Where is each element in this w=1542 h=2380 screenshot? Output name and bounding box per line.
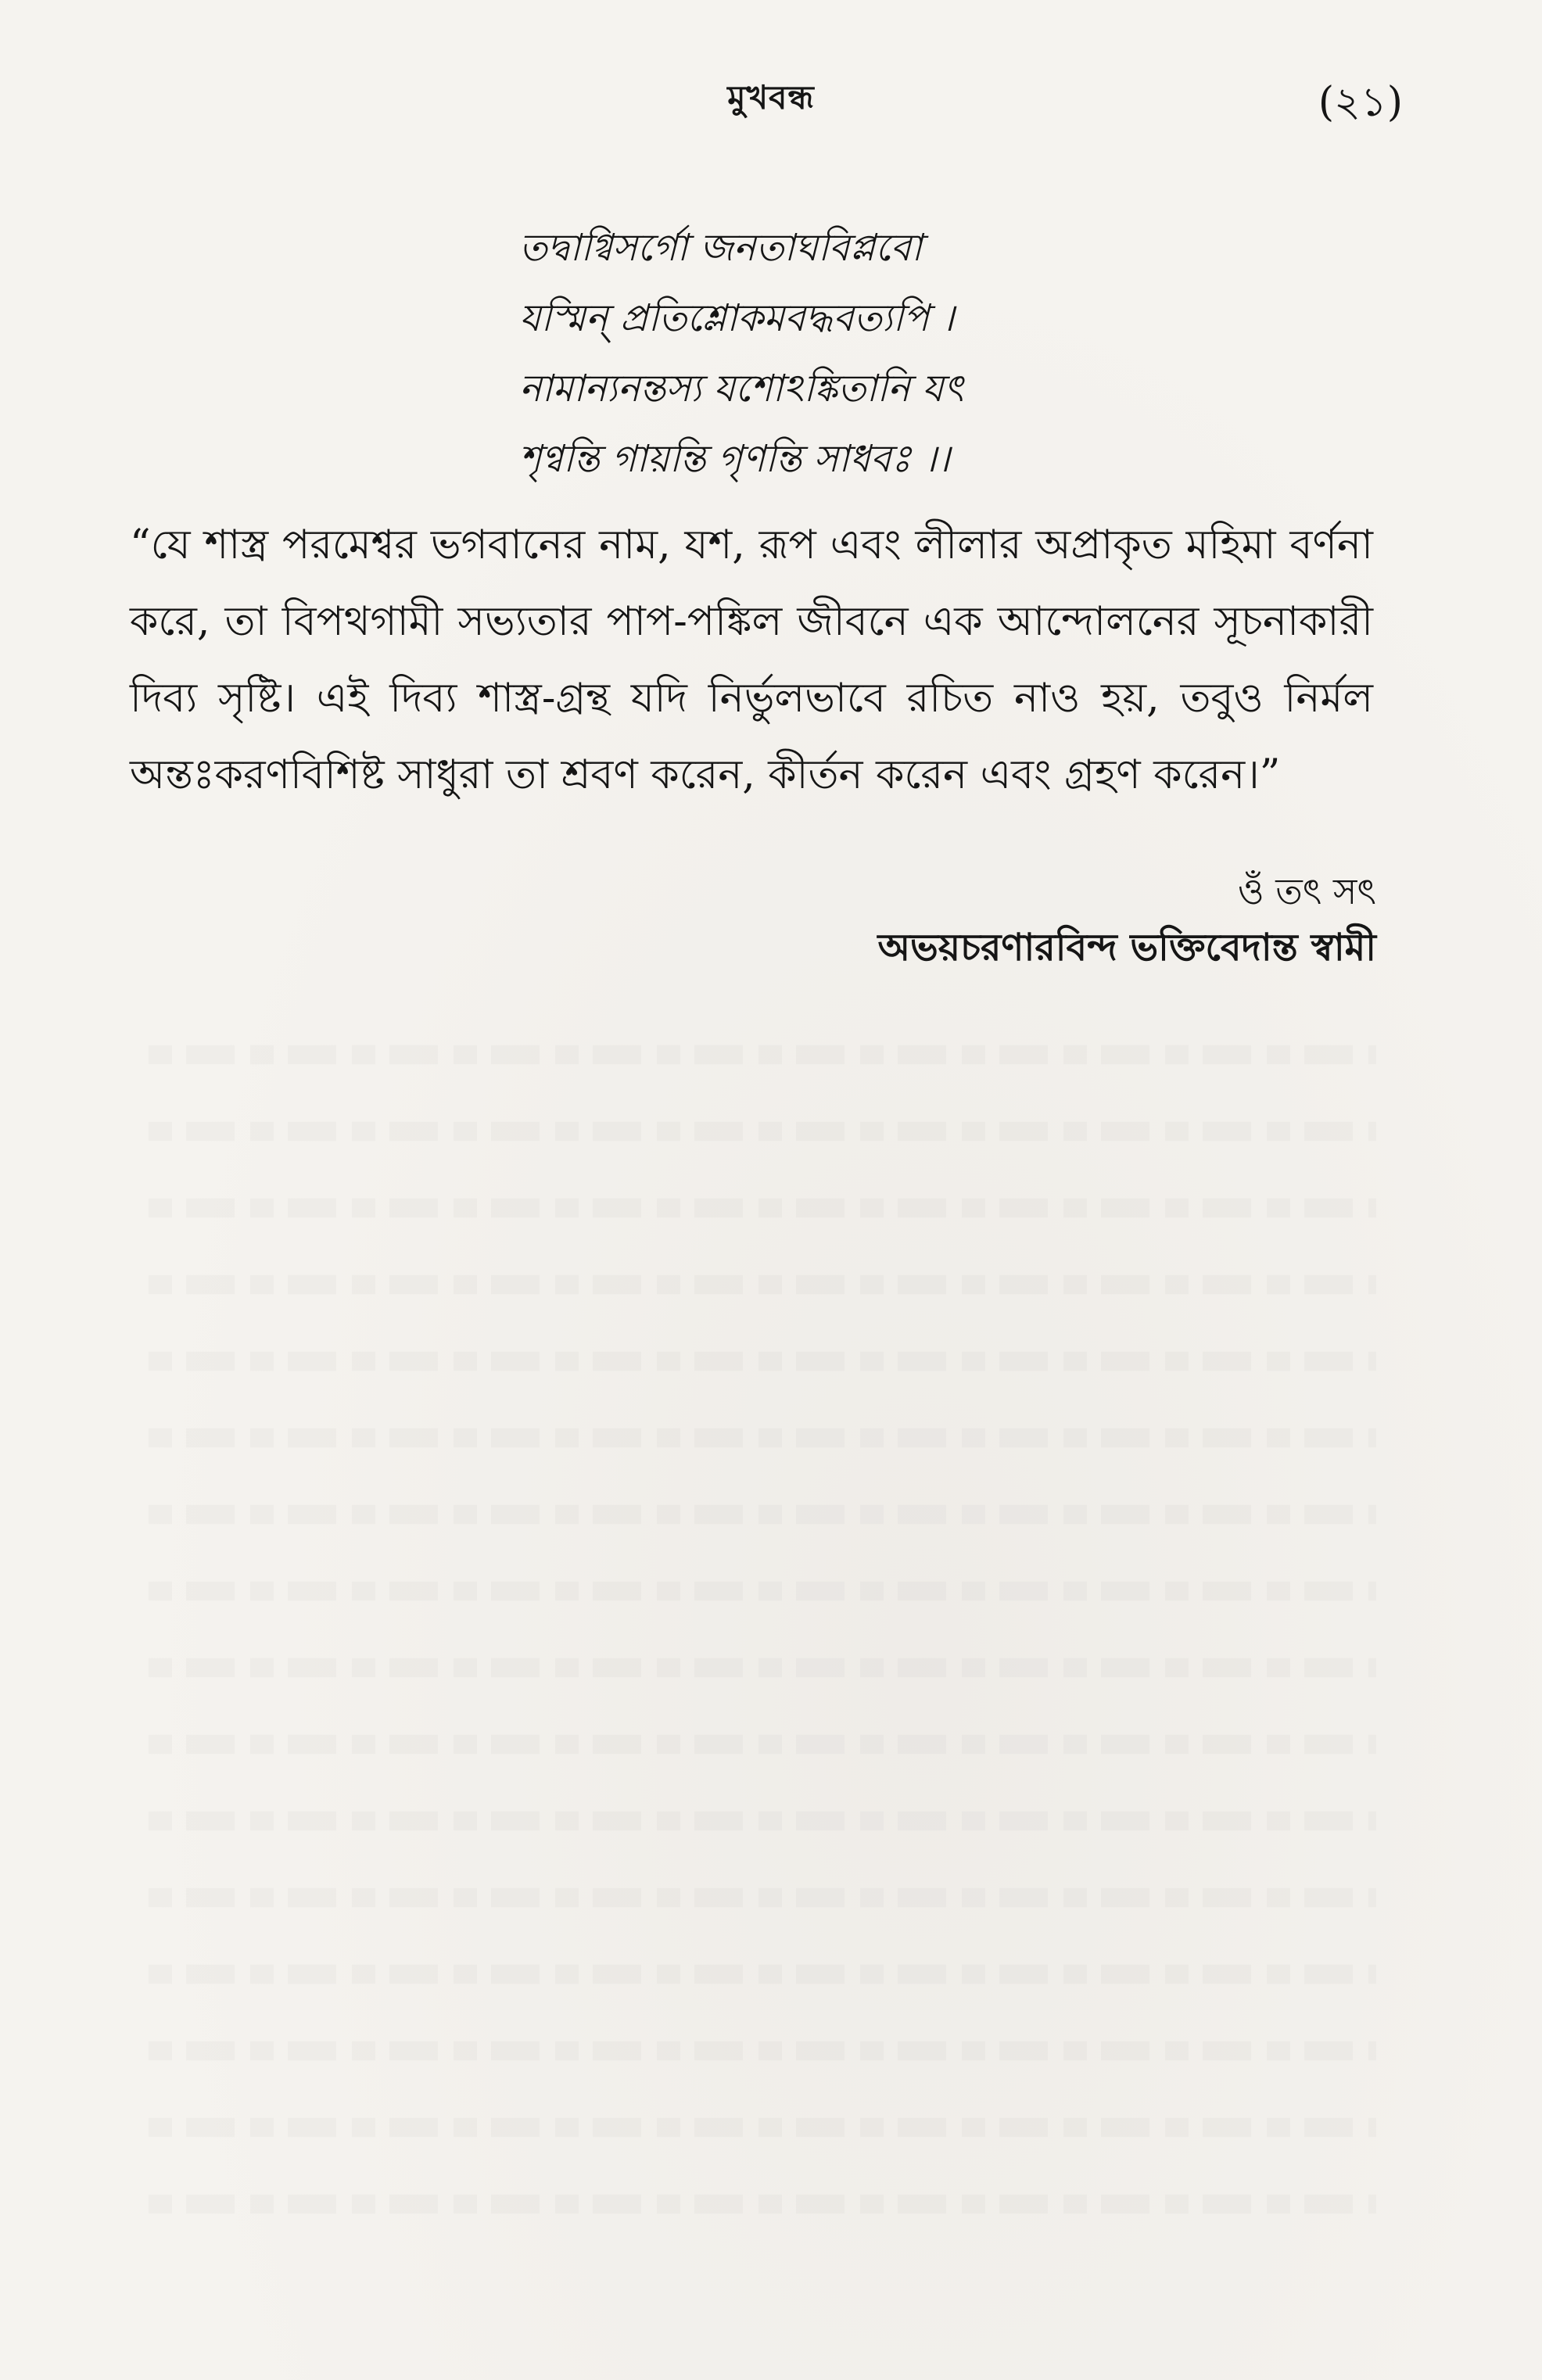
verse-line: তদ্বাগ্বিসর্গো জনতাঘবিপ্লবো: [519, 226, 923, 270]
verse-line: যস্মিন্ প্রতিশ্লোকমবদ্ধবত্যপি ।: [519, 296, 955, 340]
running-header-title: মুখবন্ধ: [727, 78, 815, 116]
page-number: (২১): [1318, 79, 1403, 126]
author-signature: অভয়চরণারবিন্দ ভক্তিবেদান্ত স্বামী: [877, 926, 1376, 970]
verse-line: শৃণ্বন্তি গায়ন্তি গৃণন্তি সাধবঃ ।।: [519, 437, 950, 481]
verse-translation-paragraph: “যে শাস্ত্র পরমেশ্বর ভগবানের নাম, যশ, রূপ এবং লীলার অপ্রাকৃত মহিমা বর্ণনা করে, তা বিপথগামী সভ্যতার পাপ-পঙ্কিল জীবনে এক আন্দোলনের সূচনাকারী দিব্য সৃষ্টি। এই দিব্য শাস্ত্র-গ্রন্থ যদি নির্ভুলভাবে রচিত নাও হয়, তবুও নির্মল অন্তঃকরণবিশিষ্ট সাধুরা তা শ্রবণ করেন, কীর্তন করেন এবং গ্রহণ করেন।”: [130, 522, 1373, 798]
show-through-text-shadow: [149, 1016, 1376, 2267]
verse-line: নামান্যনন্তস্য যশোঽঙ্কিতানি যৎ: [519, 367, 964, 410]
closing-salutation: ওঁ তৎ সৎ: [1237, 870, 1376, 912]
sanskrit-verse: [519, 213, 1379, 494]
